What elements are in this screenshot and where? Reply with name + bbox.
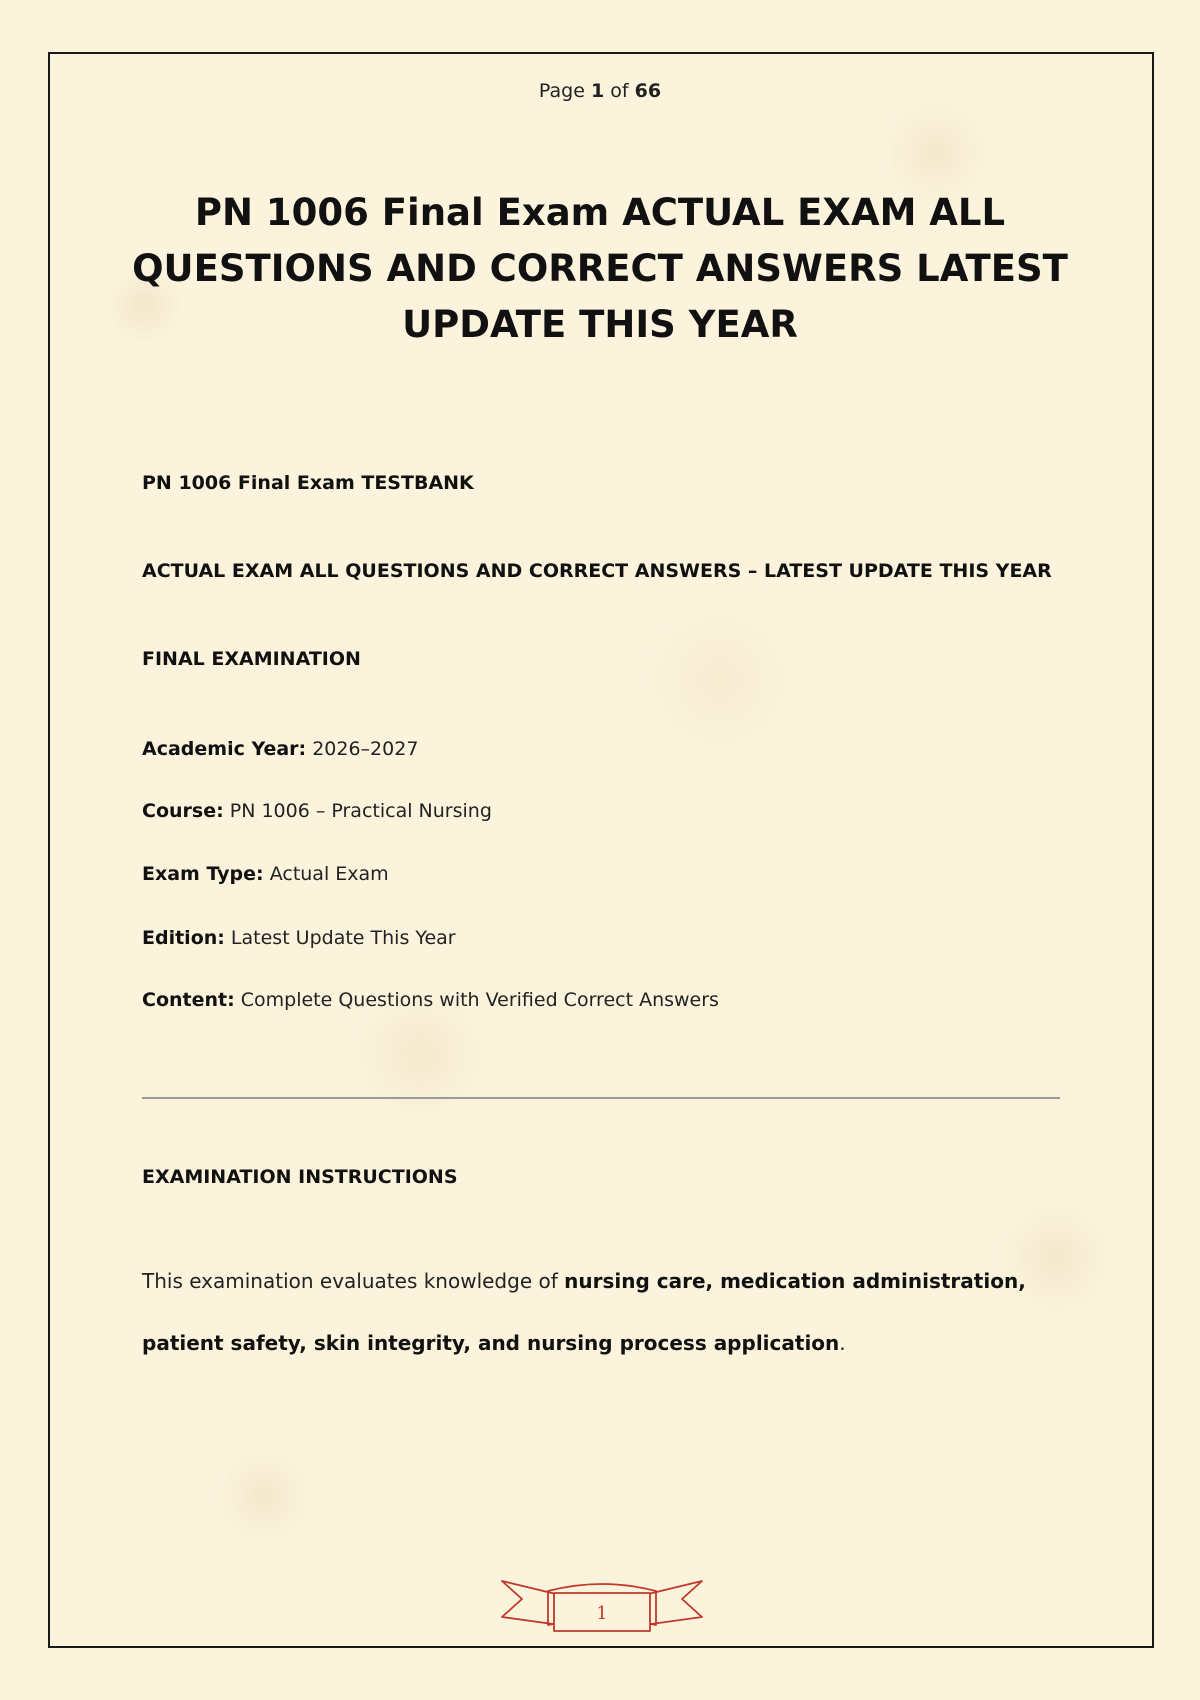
instructions-paragraph <box>142 1250 1042 1374</box>
detail-edition <box>142 925 1082 951</box>
detail-course <box>142 798 1082 824</box>
detail-exam-type <box>142 861 1082 887</box>
detail-academic-year <box>142 736 1082 762</box>
detail-label: Edition: <box>142 927 225 949</box>
instructions-heading: EXAMINATION INSTRUCTIONS <box>142 1166 458 1188</box>
detail-label: Course: <box>142 800 224 822</box>
detail-value: 2026–2027 <box>312 738 419 760</box>
instructions-end: . <box>839 1331 846 1355</box>
page-total: 66 <box>634 80 662 102</box>
detail-label: Academic Year: <box>142 738 307 760</box>
detail-content <box>142 987 1082 1013</box>
instructions-intro: This examination evaluates knowledge of <box>142 1269 565 1293</box>
section-divider <box>142 1097 1060 1099</box>
subheading-final-examination: FINAL EXAMINATION <box>142 648 361 670</box>
detail-value: PN 1006 – Practical Nursing <box>229 800 492 822</box>
subheading-testbank: PN 1006 Final Exam TESTBANK <box>142 472 474 494</box>
detail-value: Complete Questions with Verified Correct Answers <box>240 989 719 1011</box>
page-of: of <box>610 80 629 102</box>
detail-value: Latest Update This Year <box>230 927 456 949</box>
page-counter <box>0 80 1200 102</box>
instructions-emphasis: nursing care, medication administration, patient safety, skin integrity, and nursing process application <box>142 1269 1026 1355</box>
document-title: PN 1006 Final Exam ACTUAL EXAM ALL QUESTIONS AND CORRECT ANSWERS LATEST UPDATE THIS YEAR <box>132 191 1068 346</box>
page-prefix: Page <box>538 80 585 102</box>
footer-page-number: 1 <box>596 1603 608 1624</box>
detail-value: Actual Exam <box>269 863 389 885</box>
subheading-actual-exam: ACTUAL EXAM ALL QUESTIONS AND CORRECT ANSWERS – LATEST UPDATE THIS YEAR <box>142 560 1052 582</box>
detail-label: Exam Type: <box>142 863 264 885</box>
page-current: 1 <box>590 80 605 102</box>
detail-label: Content: <box>142 989 235 1011</box>
